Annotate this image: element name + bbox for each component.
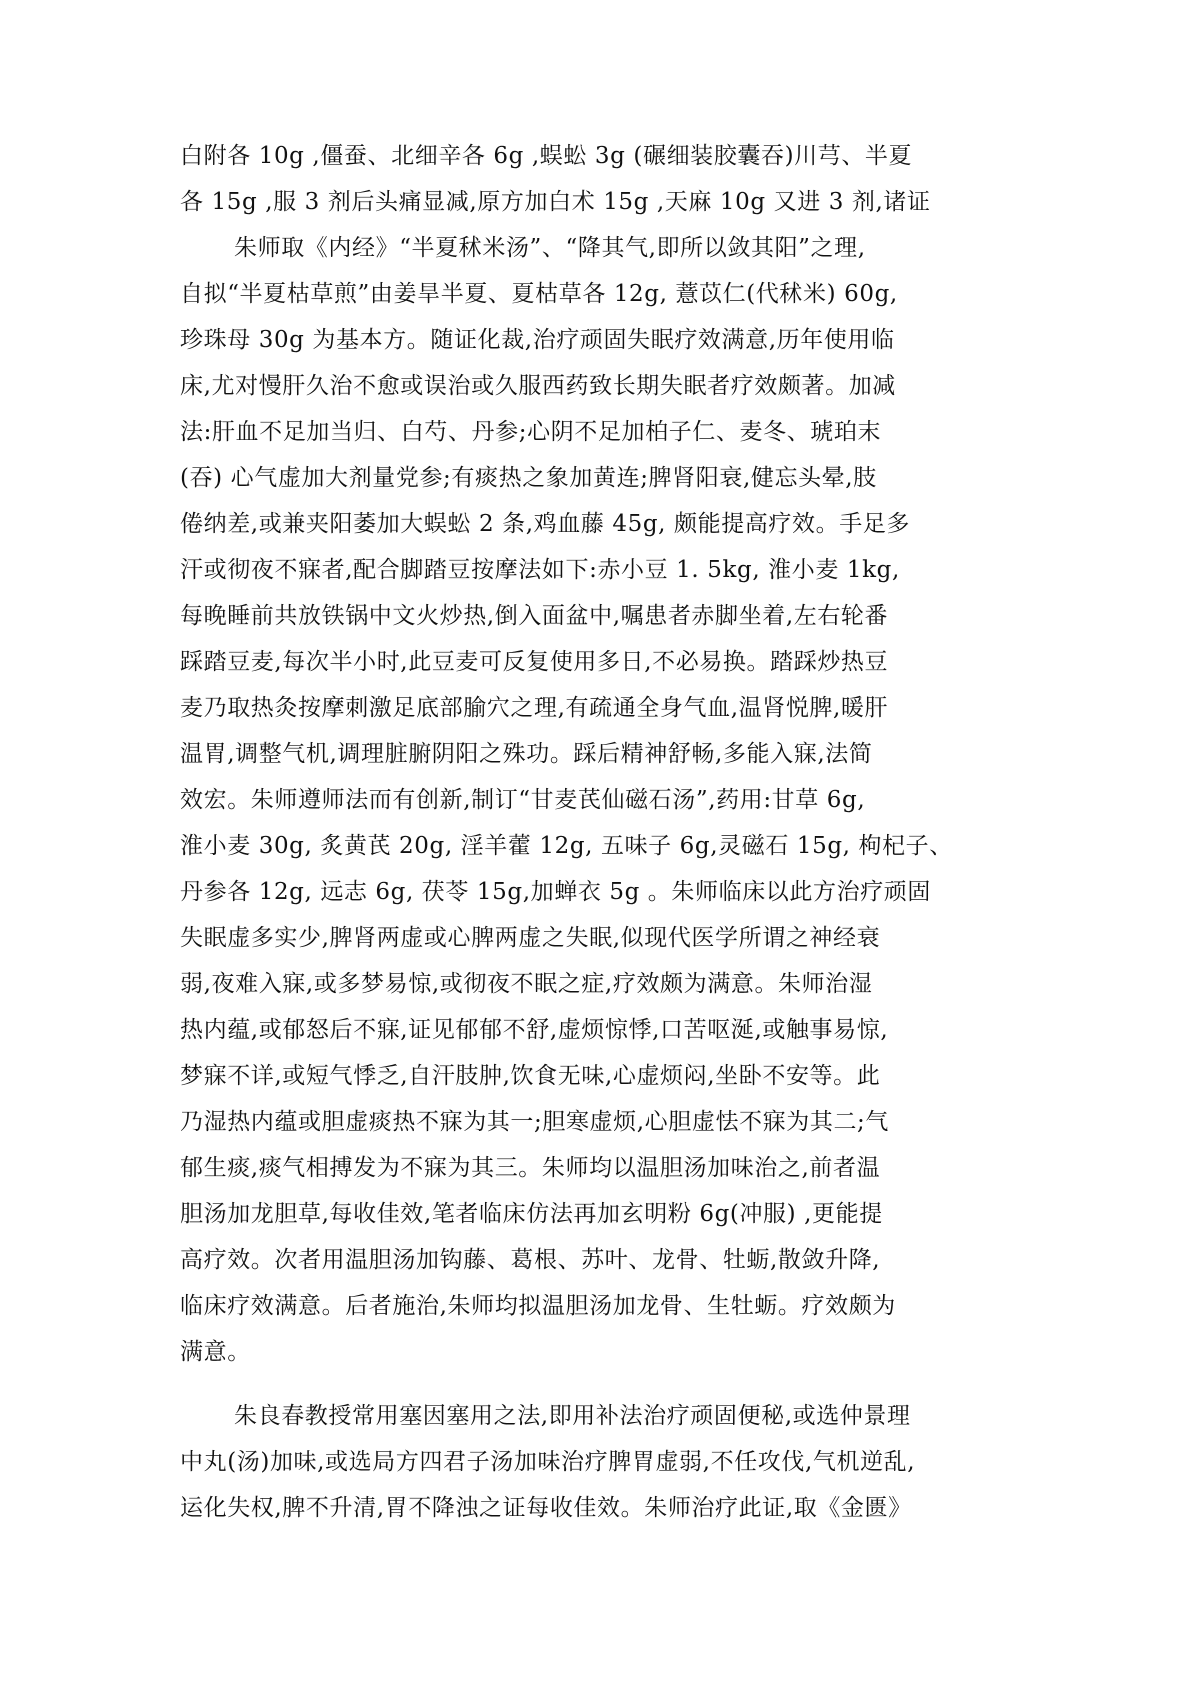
text-line: 效宏。朱师遵师法而有创新,制订“甘麦芪仙磁石汤”,药用:甘草 6g,	[180, 787, 866, 813]
text-line: 珍珠母 30g 为基本方。随证化裁,治疗顽固失眠疗效满意,历年使用临	[180, 327, 895, 353]
text-line: 倦纳差,或兼夹阳萎加大蜈蚣 2 条,鸡血藤 45g, 颇能提高疗效。手足多	[180, 511, 910, 537]
text-line: 床,尤对慢肝久治不愈或误治或久服西药致长期失眠者疗效颇著。加减	[180, 373, 896, 399]
text-line: 汗或彻夜不寐者,配合脚踏豆按摩法如下:赤小豆 1. 5kg, 淮小麦 1kg,	[180, 557, 900, 583]
paragraph-continuation	[180, 133, 1020, 225]
text-line: 郁生痰,痰气相搏发为不寐为其三。朱师均以温胆汤加味治之,前者温	[180, 1155, 881, 1181]
text-line: 梦寐不详,或短气悸乏,自汗肢肿,饮食无味,心虚烦闷,坐卧不安等。此	[180, 1063, 881, 1089]
text-line: 法:肝血不足加当归、白芍、丹参;心阴不足加柏子仁、麦冬、琥珀末	[180, 419, 882, 445]
text-line: 自拟“半夏枯草煎”由姜旱半夏、夏枯草各 12g, 薏苡仁(代秫米) 60g,	[180, 281, 898, 307]
text-line: 运化失权,脾不升清,胃不降浊之证每收佳效。朱师治疗此证,取《金匮》	[180, 1495, 912, 1521]
text-line: 每晚睡前共放铁锅中文火炒热,倒入面盆中,嘱患者赤脚坐着,左右轮番	[180, 603, 889, 629]
text-line: 朱师取《内经》“半夏秫米汤”、“降其气,即所以敛其阳”之理,	[234, 235, 866, 261]
text-line: 弱,夜难入寐,或多梦易惊,或彻夜不眠之症,疗效颇为满意。朱师治湿	[180, 971, 873, 997]
text-line: (吞) 心气虚加大剂量党参;有痰热之象加黄连;脾肾阳衰,健忘头晕,肢	[180, 465, 877, 491]
text-line: 麦乃取热灸按摩刺激足底部腧穴之理,有疏通全身气血,温肾悦脾,暖肝	[180, 695, 889, 721]
document-body	[180, 133, 1020, 1531]
paragraph-insomnia	[180, 225, 1020, 1375]
paragraph-constipation	[180, 1393, 1020, 1531]
text-line: 各 15g ,服 3 剂后头痛显减,原方加白术 15g ,天麻 10g 又进 3 剂,诸证	[180, 189, 931, 215]
text-line: 白附各 10g ,僵蚕、北细辛各 6g ,蜈蚣 3g (碾细装胶囊吞)川芎、半夏	[180, 143, 913, 169]
text-line: 热内蕴,或郁怒后不寐,证见郁郁不舒,虚烦惊悸,口苦呕涎,或触事易惊,	[180, 1017, 889, 1043]
text-line: 胆汤加龙胆草,每收佳效,笔者临床仿法再加玄明粉 6g(冲服) ,更能提	[180, 1201, 883, 1227]
text-line: 满意。	[180, 1339, 251, 1365]
text-line: 踩踏豆麦,每次半小时,此豆麦可反复使用多日,不必易换。踏踩炒热豆	[180, 649, 889, 675]
text-line: 温胃,调整气机,调理脏腑阴阳之殊功。踩后精神舒畅,多能入寐,法简	[180, 741, 873, 767]
text-line: 朱良春教授常用塞因塞用之法,即用补法治疗顽固便秘,或选仲景理	[234, 1403, 911, 1429]
text-line: 丹参各 12g, 远志 6g, 茯苓 15g,加蝉衣 5g 。朱师临床以此方治疗顽固	[180, 879, 932, 905]
text-line: 乃湿热内蕴或胆虚痰热不寐为其一;胆寒虚烦,心胆虚怯不寐为其二;气	[180, 1109, 890, 1135]
text-line: 中丸(汤)加味,或选局方四君子汤加味治疗脾胃虚弱,不任攻伐,气机逆乱,	[180, 1449, 916, 1475]
text-line: 高疗效。次者用温胆汤加钩藤、葛根、苏叶、龙骨、牡蛎,散敛升降,	[180, 1247, 881, 1273]
text-line: 失眠虚多实少,脾肾两虚或心脾两虚之失眠,似现代医学所谓之神经衰	[180, 925, 881, 951]
text-line: 淮小麦 30g, 炙黄芪 20g, 淫羊藿 12g, 五味子 6g,灵磁石 15g, 枸杞子、	[180, 833, 953, 859]
text-line: 临床疗效满意。后者施治,朱师均拟温胆汤加龙骨、生牡蛎。疗效颇为	[180, 1293, 896, 1319]
